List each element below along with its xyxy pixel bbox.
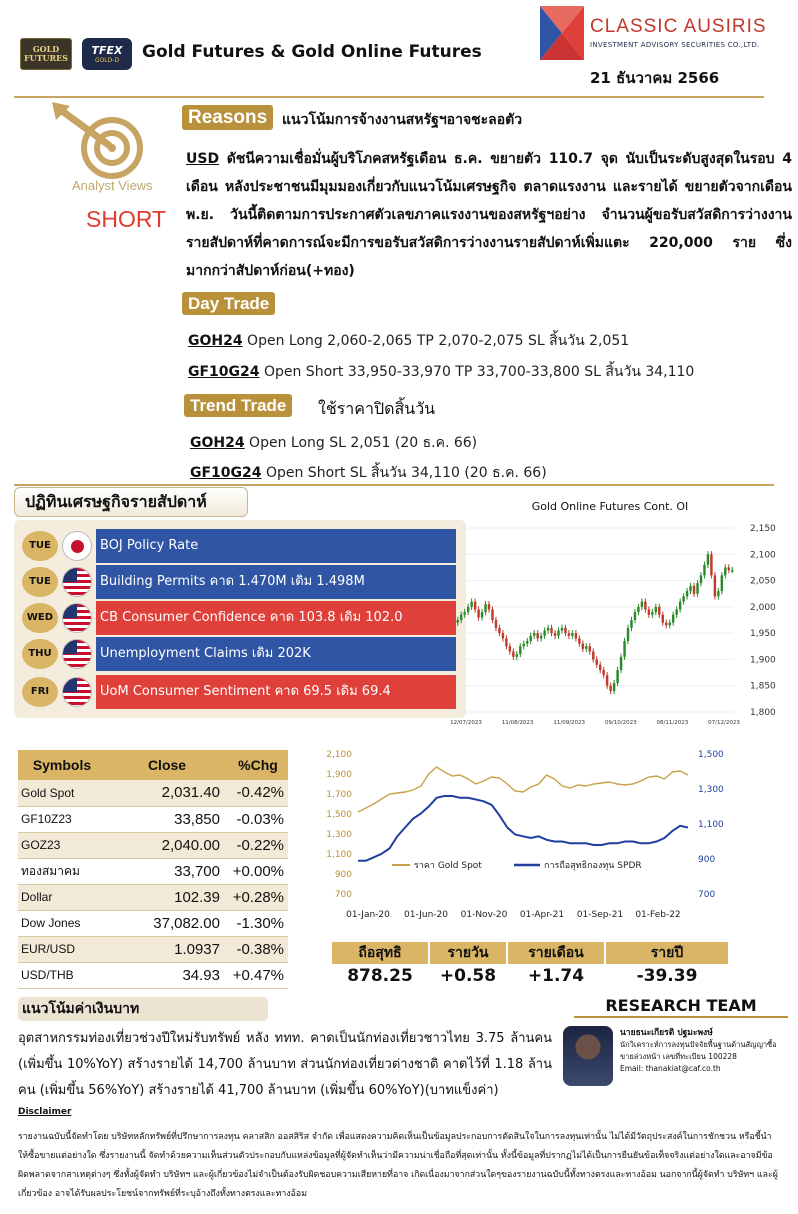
symbol-change: -0.22% [228, 832, 288, 858]
section-divider [14, 484, 774, 486]
symbol-name: USD/THB [18, 962, 106, 988]
symbol-change: +0.28% [228, 884, 288, 910]
calendar-event: Unemployment Claims เดิม 202K [96, 637, 456, 671]
candle [613, 683, 615, 691]
candle [644, 602, 646, 610]
close-header: Close [106, 750, 228, 780]
symbol-close: 33,850 [106, 806, 228, 832]
y-tick-label: 2,100 [750, 550, 776, 561]
candle-chart-title: Gold Online Futures Cont. OI [531, 500, 689, 513]
symbol-close: 1.0937 [106, 936, 228, 962]
spdr-daily-value: +0.58 [439, 966, 497, 986]
reasons-symbol: USD [186, 151, 220, 167]
disclaimer-text: รายงานฉบับนี้จัดทำโดย บริษัทหลักทรัพย์ที่ปรึกษาการลงทุน คลาสสิก ออสสิริส จำกัด เพื่อแสดงความคิดเห็นเป็นข้อมูลประกอบการตัดสินใจในการลงทุนเท่านั้น ไม่ได้มีวัตถุประสงค์ในการชักชวน หรือชี้นำให้ซื้อขายแต่อย่างใด ซึ่งรายงานนี้ จัดทำด้วยความเห็นส่วนตัวประกอบกับแหล่งข้อมูลที่ผู้จัดทำเห็นว่ามีความน่าเชื่อถือที่สุดเท่านั้น ทั้งนี้ข้อมูลที่ปรากฏไม่ได้เป็นการยืนยันข้อเท็จจริงแต่อย่างใดและอาจมีข้อผิดพลาดจากสาเหตุต่างๆ ซึ่งทั้งผู้จัดทำ บริษัทฯ และผู้เกี่ยวข้องไม่จำเป็นต้องรับผิดชอบความเสียหายที่อาจ เกิดเนื่องมาจากส่วนใดๆของรายงานฉบับนี้ทั้งทางตรงและทางอ้อม นอกจากนี้ผู้จัดทำ บริษัทฯ และผู้เกี่ยวข้อง อาจได้รับผลประโยชน์จากทรัพย์ที่ระบุอ้างถึงทั้งทางตรงและทางอ้อม [18, 1132, 778, 1199]
calendar-event: UoM Consumer Sentiment คาด 69.5 เดิม 69.4 [96, 675, 456, 709]
us-flag-icon [62, 567, 92, 597]
candle [658, 607, 660, 615]
candle [589, 646, 591, 651]
calendar-row [22, 601, 456, 635]
candle [616, 670, 618, 683]
reasons-text: ดัชนีความเชื่อมั่นผู้บริโภคสหรัฐเดือน ธ.ค. ขยายตัว 110.7 จุด นับเป็นระดับสูงสุดในรอบ 4 เดือน หลังประชาชนมีมุมมองเกี่ยวกับแนวโน้มเศรษฐกิจ ตลาดแรงงาน และรายได้ ขยายตัวจากเดือน พ.ย. วันนี้ติดตามการประกาศตัวเลขภาคแรงงานของสหรัฐฯอย่าง จำนวนผู้ขอรับสวัสดิการว่างงานรายสัปดาห์ที่คาดการณ์จะมีการขอรับสวัสดิการว่างงานรายสัปดาห์เพิ่มแตะ 220,000 ราย ซึ่งมากกว่าสัปดาห์ก่อน(+ทอง) [186, 151, 792, 279]
symbol-row [18, 962, 288, 988]
candle [665, 623, 667, 626]
symbol-close: 2,040.00 [106, 832, 228, 858]
candle [582, 644, 584, 649]
symbol-row [18, 858, 288, 884]
candle [477, 609, 479, 617]
day-trade-symbol: GF10G24 [188, 364, 260, 380]
candle [536, 633, 538, 638]
candle [557, 631, 559, 636]
candle [540, 636, 542, 639]
candle [651, 612, 653, 615]
tfex-logo-text: TFEX [91, 44, 123, 57]
y-tick-label: 1,850 [750, 681, 776, 692]
page-title: Gold Futures & Gold Online Futures [142, 42, 482, 62]
y-tick-label: 2,000 [750, 602, 776, 613]
y-left-tick-label: 1,300 [326, 830, 352, 840]
candle [700, 575, 702, 583]
analyst-view-value: SHORT [86, 206, 167, 232]
japan-flag-icon [62, 531, 92, 561]
y-left-tick-label: 1,100 [326, 850, 352, 860]
candle [578, 638, 580, 643]
x-tick-label: 01-Sep-21 [576, 910, 624, 920]
symbol-name: GF10Z23 [18, 806, 106, 832]
symbols-header-row [18, 750, 288, 780]
y-tick-label: 2,050 [750, 576, 776, 587]
y-left-tick-label: 900 [334, 870, 352, 880]
symbol-close: 102.39 [106, 884, 228, 910]
candle [495, 620, 497, 628]
calendar-event: BOJ Policy Rate [96, 529, 456, 563]
spdr-monthly-value: +1.74 [527, 966, 585, 986]
candle-chart [448, 520, 788, 730]
symbol-name: Dollar [18, 884, 106, 910]
gold-futures-logo-text: GOLD FUTURES [23, 44, 69, 63]
tfex-logo-sub: GOLD-D [94, 57, 120, 64]
candle [491, 609, 493, 620]
y-tick-label: 1,950 [750, 629, 776, 640]
candle [634, 612, 636, 620]
us-flag-icon [62, 639, 92, 669]
analyst-role: นักวิเคราะห์การลงทุนปัจจัยพื้นฐานด้านสัญญาซื้อขายล่วงหน้า เลขที่ทะเบียน 100228 [620, 1040, 777, 1061]
symbol-change: +0.47% [228, 962, 288, 988]
calendar-day: THU [22, 639, 58, 669]
candle [721, 575, 723, 591]
symbol-change: -0.03% [228, 806, 288, 832]
company-brand [538, 4, 786, 62]
candle [474, 602, 476, 610]
x-tick-label: 01-Apr-21 [519, 910, 565, 920]
spdr-header-daily: รายวัน [430, 942, 506, 964]
report-date: 21 ธันวาคม 2566 [590, 69, 720, 87]
candle [648, 609, 650, 614]
day-trade-line [188, 330, 629, 352]
candle [714, 575, 716, 596]
spdr-header-yearly: รายปี [606, 942, 728, 964]
candle [519, 646, 521, 654]
y-left-tick-label: 2,100 [326, 750, 352, 760]
trend-trade-text: Open Short SL สิ้นวัน 34,110 (20 ธ.ค. 66) [261, 465, 547, 481]
y-tick-label: 2,150 [750, 524, 776, 534]
us-flag-icon [62, 603, 92, 633]
candle [571, 633, 573, 636]
x-tick-label: 07/12/2023 [708, 720, 740, 726]
candle [481, 612, 483, 617]
candle [602, 670, 604, 675]
company-subtitle: INVESTMENT ADVISORY SECURITIES CO.,LTD. [590, 41, 760, 49]
candle [543, 631, 545, 636]
day-trade-line [188, 361, 694, 383]
x-tick-label: 09/10/2023 [604, 720, 637, 726]
candle [509, 646, 511, 651]
candle [568, 633, 570, 636]
candle [512, 652, 514, 657]
symbol-row [18, 832, 288, 858]
x-tick-label: 11/09/2023 [553, 720, 586, 726]
candle [731, 570, 733, 572]
candle [675, 609, 677, 614]
analyst-info [620, 1027, 790, 1075]
y-right-tick-label: 700 [698, 890, 716, 900]
candle [561, 628, 563, 631]
day-trade-text: Open Long 2,060-2,065 TP 2,070-2,075 SL สิ้นวัน 2,051 [242, 333, 630, 349]
symbol-name: Gold Spot [18, 780, 106, 806]
x-tick-label: 01-Feb-22 [635, 910, 681, 920]
y-right-tick-label: 1,300 [698, 785, 724, 795]
fx-text: อุตสาหกรรมท่องเที่ยวช่วงปีใหม่รับทรัพย์ หลัง ททท. คาดเป็นนักท่องเที่ยวชาวไทย 3.75 ล้านคน (เพิ่มขึ้น 10%YoY) สร้างรายได้ 14,700 ล้านบาท ส่วนนักท่องเที่ยวต่างชาติ คาดไว้ที่ 1.18 ล้านคน (เพิ่มขึ้น 56%YoY) สร้างรายได้ 41,700 ล้านบาท (เพิ่มขึ้น 60%YoY)(บาทแข็งค่า) [18, 1031, 552, 1098]
candle [498, 628, 500, 633]
analyst-email: Email: thanakiat@caf.co.th [620, 1064, 721, 1073]
trend-trade-symbol: GF10G24 [190, 465, 262, 481]
symbol-name: EUR/USD [18, 936, 106, 962]
candle [596, 659, 598, 664]
symbols-header: Symbols [18, 750, 106, 780]
day-trade-symbol: GOH24 [188, 333, 243, 349]
candle [728, 567, 730, 570]
y-left-tick-label: 1,500 [326, 810, 352, 820]
reasons-title: แนวโน้มการจ้างงานสหรัฐฯอาจชะลอตัว [282, 112, 523, 128]
us-flag-icon [62, 677, 92, 707]
header-divider [14, 96, 764, 98]
candle [564, 628, 566, 633]
candle [457, 620, 459, 623]
calendar-row [22, 565, 456, 599]
candle [505, 638, 507, 646]
gold-spdr-chart [300, 744, 740, 940]
symbol-name: GOZ23 [18, 832, 106, 858]
calendar-row [22, 675, 456, 709]
candle [672, 615, 674, 623]
candle [696, 583, 698, 594]
chg-header: %Chg [228, 750, 288, 780]
trend-trade-tag: Trend Trade [184, 394, 292, 417]
calendar-day: TUE [22, 567, 58, 597]
y-tick-label: 1,900 [750, 655, 776, 666]
calendar-day: WED [22, 603, 58, 633]
candle [463, 612, 465, 615]
candle [585, 646, 587, 649]
trend-trade-line [190, 462, 547, 484]
x-tick-label: 01-Jun-20 [404, 910, 448, 920]
reasons-tag: Reasons [182, 105, 273, 130]
symbols-table [18, 750, 288, 989]
trend-trade-note: ใช้ราคาปิดสิ้นวัน [318, 399, 436, 418]
candle [609, 686, 611, 691]
legend-label-gold: ราคา Gold Spot [414, 861, 482, 871]
spdr-header-net: ถือสุทธิ [332, 942, 428, 964]
calendar-event: Building Permits คาด 1.470M เดิม 1.498M [96, 565, 456, 599]
calendar-row [22, 637, 456, 671]
candle [679, 602, 681, 610]
candle [668, 623, 670, 626]
candle [592, 652, 594, 660]
candle [470, 602, 472, 607]
symbol-name: ทองสมาคม [18, 858, 106, 884]
fx-title: แนวโน้มค่าเงินบาท [18, 997, 268, 1021]
symbol-change: +0.00% [228, 858, 288, 884]
candle [655, 607, 657, 612]
candle [641, 602, 643, 607]
candle [529, 636, 531, 641]
candle [550, 628, 552, 633]
candle [606, 675, 608, 686]
y-left-tick-label: 1,700 [326, 790, 352, 800]
candle [703, 565, 705, 576]
x-tick-label: 11/08/2023 [501, 720, 534, 726]
symbol-row [18, 936, 288, 962]
x-tick-label: 01-Jan-20 [346, 910, 390, 920]
analyst-name: นายธนะเกียรติ ปฐมะพงษ์ [620, 1028, 713, 1038]
symbol-row [18, 780, 288, 806]
symbol-change: -0.42% [228, 780, 288, 806]
symbol-change: -1.30% [228, 910, 288, 936]
y-right-tick-label: 1,500 [698, 750, 724, 760]
symbol-close: 37,082.00 [106, 910, 228, 936]
trend-trade-text: Open Long SL 2,051 (20 ธ.ค. 66) [244, 435, 478, 451]
y-left-tick-label: 700 [334, 890, 352, 900]
symbol-change: -0.38% [228, 936, 288, 962]
symbol-close: 2,031.40 [106, 780, 228, 806]
spdr-yearly-value: -39.39 [636, 966, 698, 986]
candle [693, 586, 695, 594]
candle [620, 657, 622, 670]
x-tick-label: 08/11/2023 [656, 720, 689, 726]
candle [599, 665, 601, 670]
x-tick-label: 12/07/2023 [450, 720, 482, 726]
target-icon [50, 100, 160, 180]
candle [467, 607, 469, 612]
tfex-logo [82, 38, 132, 70]
day-trade-text: Open Short 33,950-33,970 TP 33,700-33,800 SL สิ้นวัน 34,110 [259, 364, 695, 380]
candle [689, 586, 691, 591]
calendar-event: CB Consumer Confidence คาด 103.8 เดิม 102.0 [96, 601, 456, 635]
candle [516, 654, 518, 657]
legend-label-spdr: การถือสุทธิกองทุน SPDR [544, 861, 642, 871]
trend-trade-line [190, 432, 477, 454]
series-line [358, 767, 688, 812]
candle [686, 591, 688, 596]
y-right-tick-label: 1,100 [698, 820, 724, 830]
analyst-avatar [563, 1026, 613, 1086]
disclaimer-label: Disclaimer [18, 1107, 72, 1117]
calendar-row [22, 529, 456, 563]
calendar-day: FRI [22, 677, 58, 707]
candle [547, 628, 549, 631]
x-tick-label: 01-Nov-20 [460, 910, 508, 920]
symbol-name: Dow Jones [18, 910, 106, 936]
candle [623, 641, 625, 657]
y-left-tick-label: 1,900 [326, 770, 352, 780]
candle [707, 554, 709, 565]
symbol-close: 33,700 [106, 858, 228, 884]
candle [662, 615, 664, 623]
company-name: CLASSIC AUSIRIS [590, 16, 767, 37]
candle [554, 633, 556, 636]
trend-trade-symbol: GOH24 [190, 435, 245, 451]
symbol-row [18, 910, 288, 936]
candle [502, 633, 504, 638]
calendar-title: ปฏิทินเศรษฐกิจรายสัปดาห์ [14, 487, 248, 517]
spdr-header-monthly: รายเดือน [508, 942, 604, 964]
gold-futures-logo [20, 38, 72, 70]
candle [484, 604, 486, 612]
symbol-row [18, 884, 288, 910]
candle [630, 620, 632, 628]
candle [575, 633, 577, 638]
candle [637, 607, 639, 612]
candle [682, 596, 684, 601]
candle [724, 567, 726, 575]
candle [533, 633, 535, 636]
analyst-views-label: Analyst Views [72, 178, 153, 193]
candle [627, 628, 629, 641]
calendar-day: TUE [22, 531, 58, 561]
research-team-title: RESEARCH TEAM [574, 994, 788, 1018]
candle [460, 615, 462, 620]
reasons-body [186, 145, 792, 285]
day-trade-tag: Day Trade [182, 292, 275, 315]
candle [526, 641, 528, 644]
candle [710, 554, 712, 575]
symbol-row [18, 806, 288, 832]
candle [488, 604, 490, 609]
y-tick-label: 1,800 [750, 708, 776, 718]
symbol-close: 34.93 [106, 962, 228, 988]
company-logo-icon [538, 4, 588, 62]
series-line [358, 796, 688, 861]
candle [523, 644, 525, 647]
spdr-net-value: 878.25 [347, 966, 413, 986]
y-right-tick-label: 900 [698, 855, 716, 865]
candle [717, 591, 719, 596]
